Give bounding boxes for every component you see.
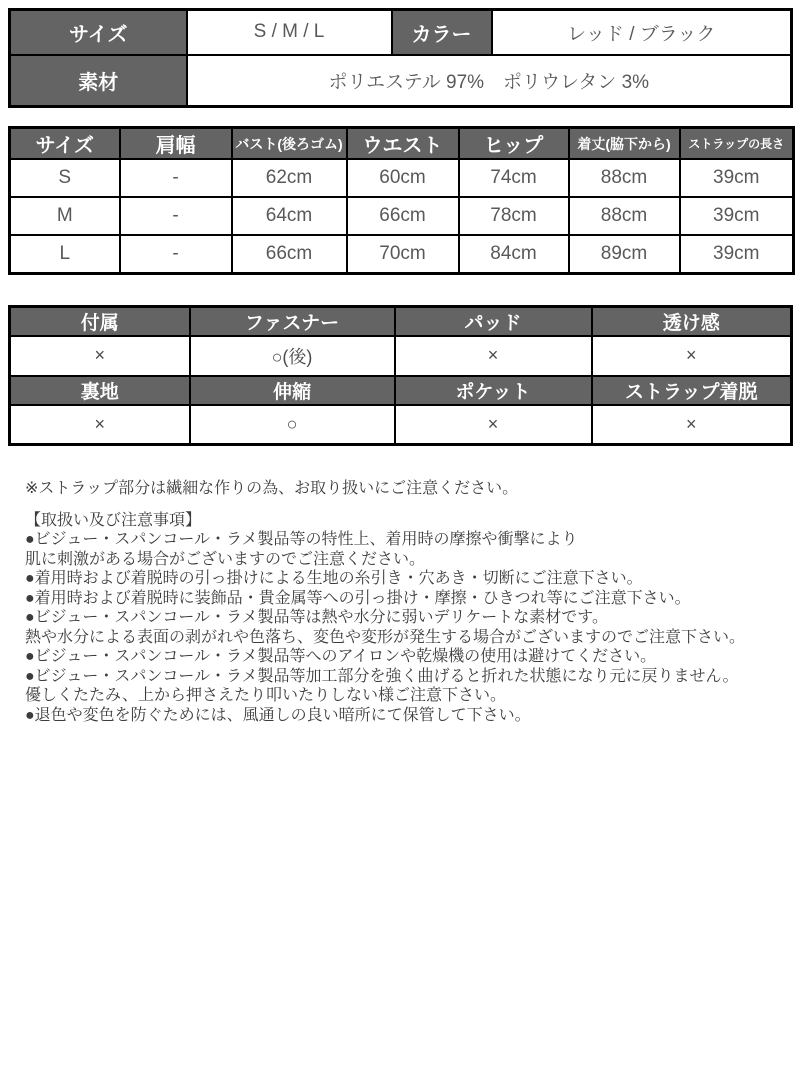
measurements-table bbox=[8, 126, 795, 275]
cell: M bbox=[10, 197, 120, 235]
cell: 39cm bbox=[680, 159, 794, 197]
size-value: S / M / L bbox=[187, 10, 392, 55]
cell: 66cm bbox=[232, 235, 347, 273]
table-row-size-s bbox=[10, 159, 794, 197]
table-row bbox=[10, 10, 792, 55]
color-label: カラー bbox=[392, 10, 492, 55]
col-header-bust: バスト(後ろゴム) bbox=[232, 128, 347, 160]
feat-value-strap-detachable: × bbox=[592, 405, 792, 445]
notes-section bbox=[25, 479, 800, 725]
table-header-row bbox=[10, 128, 794, 160]
col-header-size: サイズ bbox=[10, 128, 120, 160]
table-header-row bbox=[10, 376, 792, 405]
cell: 89cm bbox=[569, 235, 680, 273]
care-line: ●着用時および着脱時の引っ掛けによる生地の糸引き・穴あき・切断にご注意下さい。 bbox=[25, 570, 643, 587]
col-header-strap-length: ストラップの長さ bbox=[680, 128, 794, 160]
feat-header-fastener: ファスナー bbox=[190, 306, 395, 336]
table-row bbox=[10, 55, 792, 107]
table-row bbox=[10, 336, 792, 376]
cell: 64cm bbox=[232, 197, 347, 235]
care-line: 肌に刺激がある場合がございますのでご注意ください。 bbox=[25, 550, 426, 568]
cell: 70cm bbox=[347, 235, 459, 273]
feat-header-lining: 裏地 bbox=[10, 376, 190, 405]
care-line: ●ビジュー・スパンコール・ラメ製品等の特性上、着用時の摩擦や衝撃により bbox=[25, 531, 578, 548]
material-label: 素材 bbox=[10, 55, 187, 107]
feat-header-pocket: ポケット bbox=[395, 376, 592, 405]
cell: - bbox=[120, 235, 232, 273]
care-line: ●退色や変色を防ぐためには、風通しの良い暗所にて保管して下さい。 bbox=[25, 706, 531, 724]
table-header-row bbox=[10, 306, 792, 336]
table-row bbox=[10, 405, 792, 445]
col-header-hip: ヒップ bbox=[459, 128, 569, 160]
feat-value-pad: × bbox=[395, 336, 592, 376]
size-label: サイズ bbox=[10, 10, 187, 55]
cell: 74cm bbox=[459, 159, 569, 197]
feat-header-sheerness: 透け感 bbox=[592, 306, 792, 336]
cell: 66cm bbox=[347, 197, 459, 235]
cell: 60cm bbox=[347, 159, 459, 197]
cell: - bbox=[120, 197, 232, 235]
col-header-shoulder: 肩幅 bbox=[120, 128, 232, 160]
cell: L bbox=[10, 235, 120, 273]
feat-value-pocket: × bbox=[395, 405, 592, 445]
cell: 88cm bbox=[569, 197, 680, 235]
features-table bbox=[8, 305, 793, 447]
feat-value-lining: × bbox=[10, 405, 190, 445]
care-line: ●ビジュー・スパンコール・ラメ製品等加工部分を強く曲げると折れた状態になり元に戻りません。 bbox=[25, 667, 739, 685]
table-row-size-m bbox=[10, 197, 794, 235]
feat-value-sheerness: × bbox=[592, 336, 792, 376]
col-header-length: 着丈(脇下から) bbox=[569, 128, 680, 160]
feat-value-accessory: × bbox=[10, 336, 190, 376]
cell: 84cm bbox=[459, 235, 569, 273]
care-line: ●ビジュー・スパンコール・ラメ製品等へのアイロンや乾燥機の使用は避けてください。 bbox=[25, 648, 657, 665]
cell: 88cm bbox=[569, 159, 680, 197]
care-line: ●ビジュー・スパンコール・ラメ製品等は熱や水分に弱いデリケートな素材です。 bbox=[25, 609, 608, 626]
feat-header-pad: パッド bbox=[395, 306, 592, 336]
cell: - bbox=[120, 159, 232, 197]
feat-header-accessory: 付属 bbox=[10, 306, 190, 336]
care-instructions-title: 【取扱い及び注意事項】 bbox=[25, 511, 202, 529]
cell: 39cm bbox=[680, 235, 794, 273]
care-instructions bbox=[25, 511, 800, 726]
color-value: レッド / ブラック bbox=[492, 10, 792, 55]
col-header-waist: ウエスト bbox=[347, 128, 459, 160]
feat-header-strap-detachable: ストラップ着脱 bbox=[592, 376, 792, 405]
strap-caution-note: ※ストラップ部分は繊細な作りの為、お取り扱いにご注意ください。 bbox=[25, 480, 519, 497]
spec-summary-table bbox=[8, 8, 793, 108]
feat-value-stretch: ○ bbox=[190, 405, 395, 445]
cell: 78cm bbox=[459, 197, 569, 235]
cell: 62cm bbox=[232, 159, 347, 197]
feat-header-stretch: 伸縮 bbox=[190, 376, 395, 405]
care-line: ●着用時および着脱時に装飾品・貴金属等への引っ掛け・摩擦・ひきつれ等にご注意下さい。 bbox=[25, 589, 691, 607]
table-row-size-l bbox=[10, 235, 794, 273]
care-line: 優しくたたみ、上から押さえたり叩いたりしない様ご注意下さい。 bbox=[25, 687, 506, 704]
cell: S bbox=[10, 159, 120, 197]
care-line: 熱や水分による表面の剥がれや色落ち、変色や変形が発生する場合がございますのでご注意下さい。 bbox=[25, 628, 746, 646]
feat-value-fastener: ○(後) bbox=[190, 336, 395, 376]
cell: 39cm bbox=[680, 197, 794, 235]
material-value: ポリエステル 97% ポリウレタン 3% bbox=[187, 55, 792, 107]
